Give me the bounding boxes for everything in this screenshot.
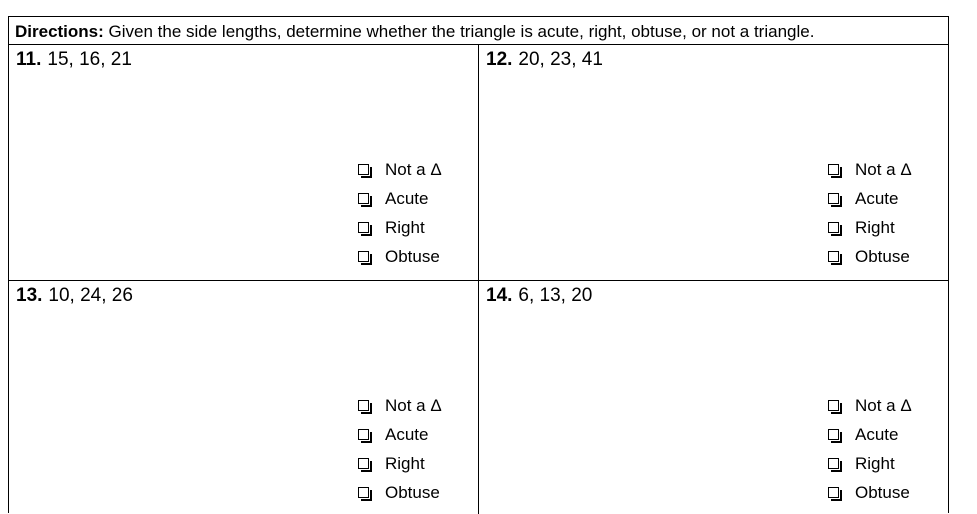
answer-option[interactable] <box>828 242 930 271</box>
directions <box>9 17 948 45</box>
directions-text: Given the side lengths, determine whether the triangle is acute, right, obtuse, or not a triangle. <box>108 22 815 41</box>
checkbox-icon[interactable] <box>358 400 369 411</box>
answer-option[interactable] <box>358 155 460 184</box>
answer-option[interactable] <box>828 449 930 478</box>
answer-options <box>358 391 460 507</box>
checkbox-icon[interactable] <box>828 429 839 440</box>
answer-option[interactable] <box>358 449 460 478</box>
problem-heading <box>16 285 133 307</box>
answer-option-label: Obtuse <box>385 246 440 266</box>
checkbox-icon[interactable] <box>828 164 839 175</box>
checkbox-icon[interactable] <box>828 487 839 498</box>
answer-option[interactable] <box>358 391 460 420</box>
checkbox-icon[interactable] <box>358 222 369 233</box>
answer-option-label: Right <box>855 217 895 237</box>
checkbox-icon[interactable] <box>828 458 839 469</box>
problem-heading <box>486 285 592 307</box>
answer-option-label: Obtuse <box>855 246 910 266</box>
answer-option[interactable] <box>358 213 460 242</box>
answer-option-label: Obtuse <box>855 482 910 502</box>
answer-option[interactable] <box>358 184 460 213</box>
worksheet <box>8 16 949 513</box>
checkbox-icon[interactable] <box>828 193 839 204</box>
side-lengths: 10, 24, 26 <box>48 285 133 306</box>
directions-label: Directions: <box>15 22 104 41</box>
answer-option[interactable] <box>358 242 460 271</box>
checkbox-icon[interactable] <box>358 251 369 262</box>
answer-option-label: Right <box>855 453 895 473</box>
answer-option-label: Acute <box>385 424 429 444</box>
checkbox-icon[interactable] <box>358 487 369 498</box>
answer-options <box>828 391 930 507</box>
problem-grid <box>9 45 948 514</box>
answer-option[interactable] <box>828 391 930 420</box>
problem-number: 13. <box>16 285 43 306</box>
answer-option-label: Obtuse <box>385 482 440 502</box>
answer-options <box>828 155 930 271</box>
problem-number: 11. <box>16 49 42 70</box>
answer-options <box>358 155 460 271</box>
problem-11 <box>9 45 479 281</box>
problem-heading <box>16 49 132 71</box>
answer-option-label: Not a Δ <box>385 159 442 179</box>
problem-14 <box>479 281 948 514</box>
checkbox-icon[interactable] <box>828 251 839 262</box>
checkbox-icon[interactable] <box>828 400 839 411</box>
side-lengths: 6, 13, 20 <box>518 285 593 306</box>
answer-option-label: Not a Δ <box>855 395 912 415</box>
answer-option[interactable] <box>358 478 460 507</box>
checkbox-icon[interactable] <box>358 193 369 204</box>
side-lengths: 20, 23, 41 <box>518 49 603 70</box>
problem-heading <box>486 49 603 71</box>
answer-option-label: Not a Δ <box>855 159 912 179</box>
answer-option[interactable] <box>828 213 930 242</box>
answer-option[interactable] <box>358 420 460 449</box>
checkbox-icon[interactable] <box>828 222 839 233</box>
checkbox-icon[interactable] <box>358 458 369 469</box>
answer-option[interactable] <box>828 184 930 213</box>
problem-13 <box>9 281 479 514</box>
checkbox-icon[interactable] <box>358 429 369 440</box>
answer-option-label: Not a Δ <box>385 395 442 415</box>
answer-option[interactable] <box>828 478 930 507</box>
side-lengths: 15, 16, 21 <box>47 49 132 70</box>
answer-option[interactable] <box>828 420 930 449</box>
problem-number: 12. <box>486 49 513 70</box>
problem-12 <box>479 45 948 281</box>
problem-number: 14. <box>486 285 513 306</box>
answer-option-label: Acute <box>855 424 899 444</box>
answer-option-label: Acute <box>385 188 429 208</box>
answer-option[interactable] <box>828 155 930 184</box>
answer-option-label: Right <box>385 453 425 473</box>
answer-option-label: Right <box>385 217 425 237</box>
answer-option-label: Acute <box>855 188 899 208</box>
checkbox-icon[interactable] <box>358 164 369 175</box>
